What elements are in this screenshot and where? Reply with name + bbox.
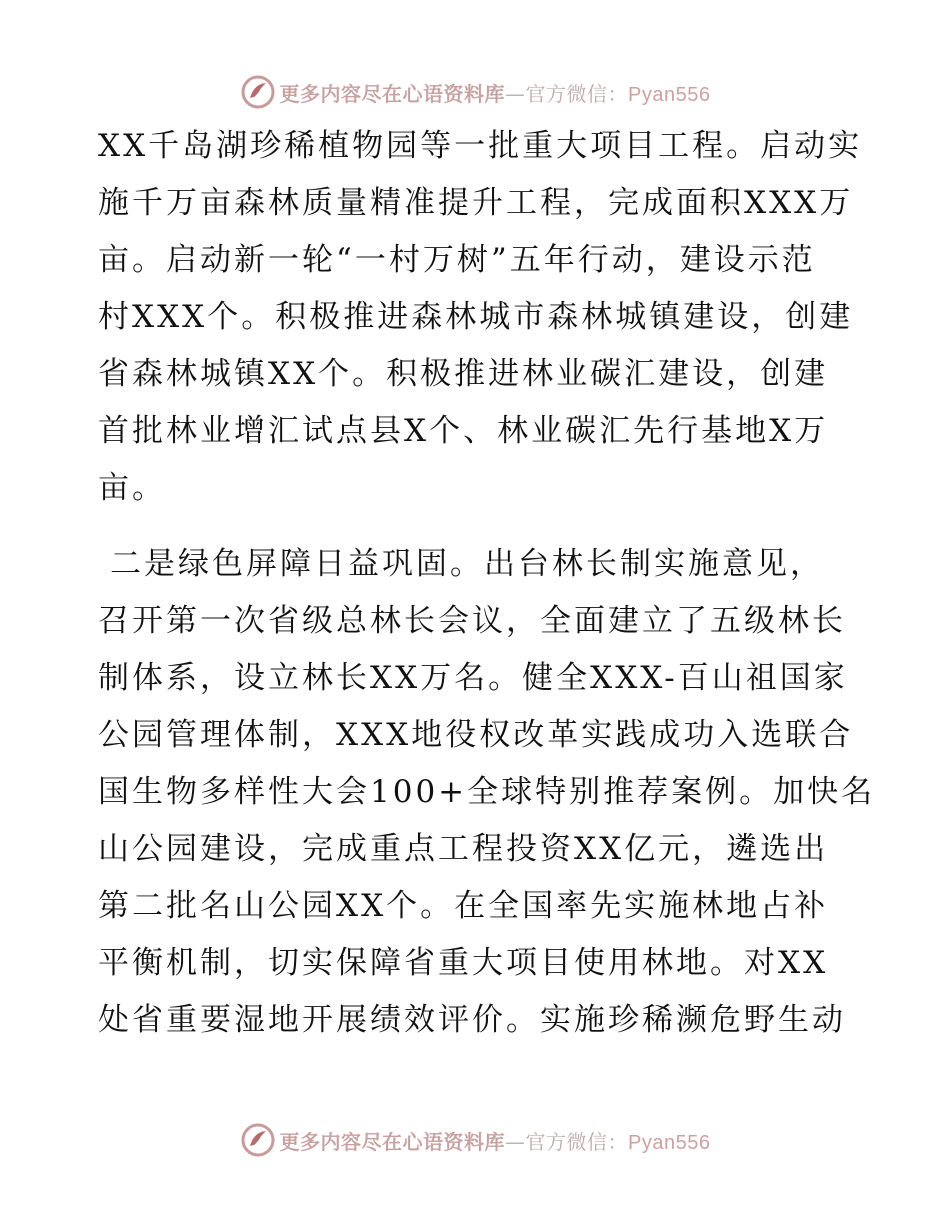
watermark-site-text: 更多内容尽在心语资料库 (279, 1129, 506, 1154)
text-line: 国生物多样性大会100+全球特别推荐案例。加快名 (98, 774, 876, 810)
text-line: 亩。 (98, 470, 166, 506)
paragraph-gap (98, 517, 858, 536)
text-line: 首批林业增汇试点县X个、林业碳汇先行基地X万 (98, 413, 829, 449)
watermark-wechat-label: 官方微信： (525, 1129, 629, 1154)
document-body (98, 118, 876, 1049)
watermark-text (280, 78, 711, 107)
paragraph-1 (98, 118, 863, 517)
text-line: 亩。启动新一轮“一村万树”五年行动，建设示范 (98, 242, 816, 278)
watermark-account: Pyan556 (628, 1131, 711, 1154)
footer-watermark (0, 1120, 950, 1160)
watermark-account: Pyan556 (628, 83, 711, 106)
text-line: 平衡机制，切实保障省重大项目使用林地。对XX (98, 945, 829, 981)
brand-logo-icon (240, 74, 276, 110)
watermark-wechat-label: 官方微信： (525, 81, 629, 106)
text-line: XX千岛湖珍稀植物园等一批重大项目工程。启动实 (98, 128, 863, 164)
text-line: 第二批名山公园XX个。在全国率先实施林地占补 (98, 888, 829, 924)
text-line: 村XXX个。积极推进森林城市森林城镇建设，创建 (98, 299, 854, 335)
watermark-site-text: 更多内容尽在心语资料库 (279, 81, 506, 106)
text-line: 省森林城镇XX个。积极推进林业碳汇建设，创建 (98, 356, 829, 392)
watermark-dash: — (505, 1129, 526, 1154)
paragraph-2 (98, 536, 876, 1049)
text-line: 处省重要湿地开展绩效评价。实施珍稀濒危野生动 (98, 1002, 846, 1038)
text-line: 山公园建设，完成重点工程投资XX亿元，遴选出 (98, 831, 829, 867)
text-line: 施千万亩森林质量精准提升工程，完成面积XXX万 (98, 185, 854, 221)
watermark-text (280, 1126, 711, 1155)
text-line: 公园管理体制，XXX地役权改革实践成功入选联合 (98, 717, 854, 753)
text-line: 二是绿色屏障日益巩固。出台林长制实施意见， (110, 546, 824, 582)
brand-logo-icon (240, 1122, 276, 1158)
watermark-dash: — (505, 81, 526, 106)
text-line: 制体系，设立林长XX万名。健全XXX-百山祖国家 (98, 660, 848, 696)
header-watermark (0, 72, 950, 112)
text-line: 召开第一次省级总林长会议，全面建立了五级林长 (98, 603, 846, 639)
